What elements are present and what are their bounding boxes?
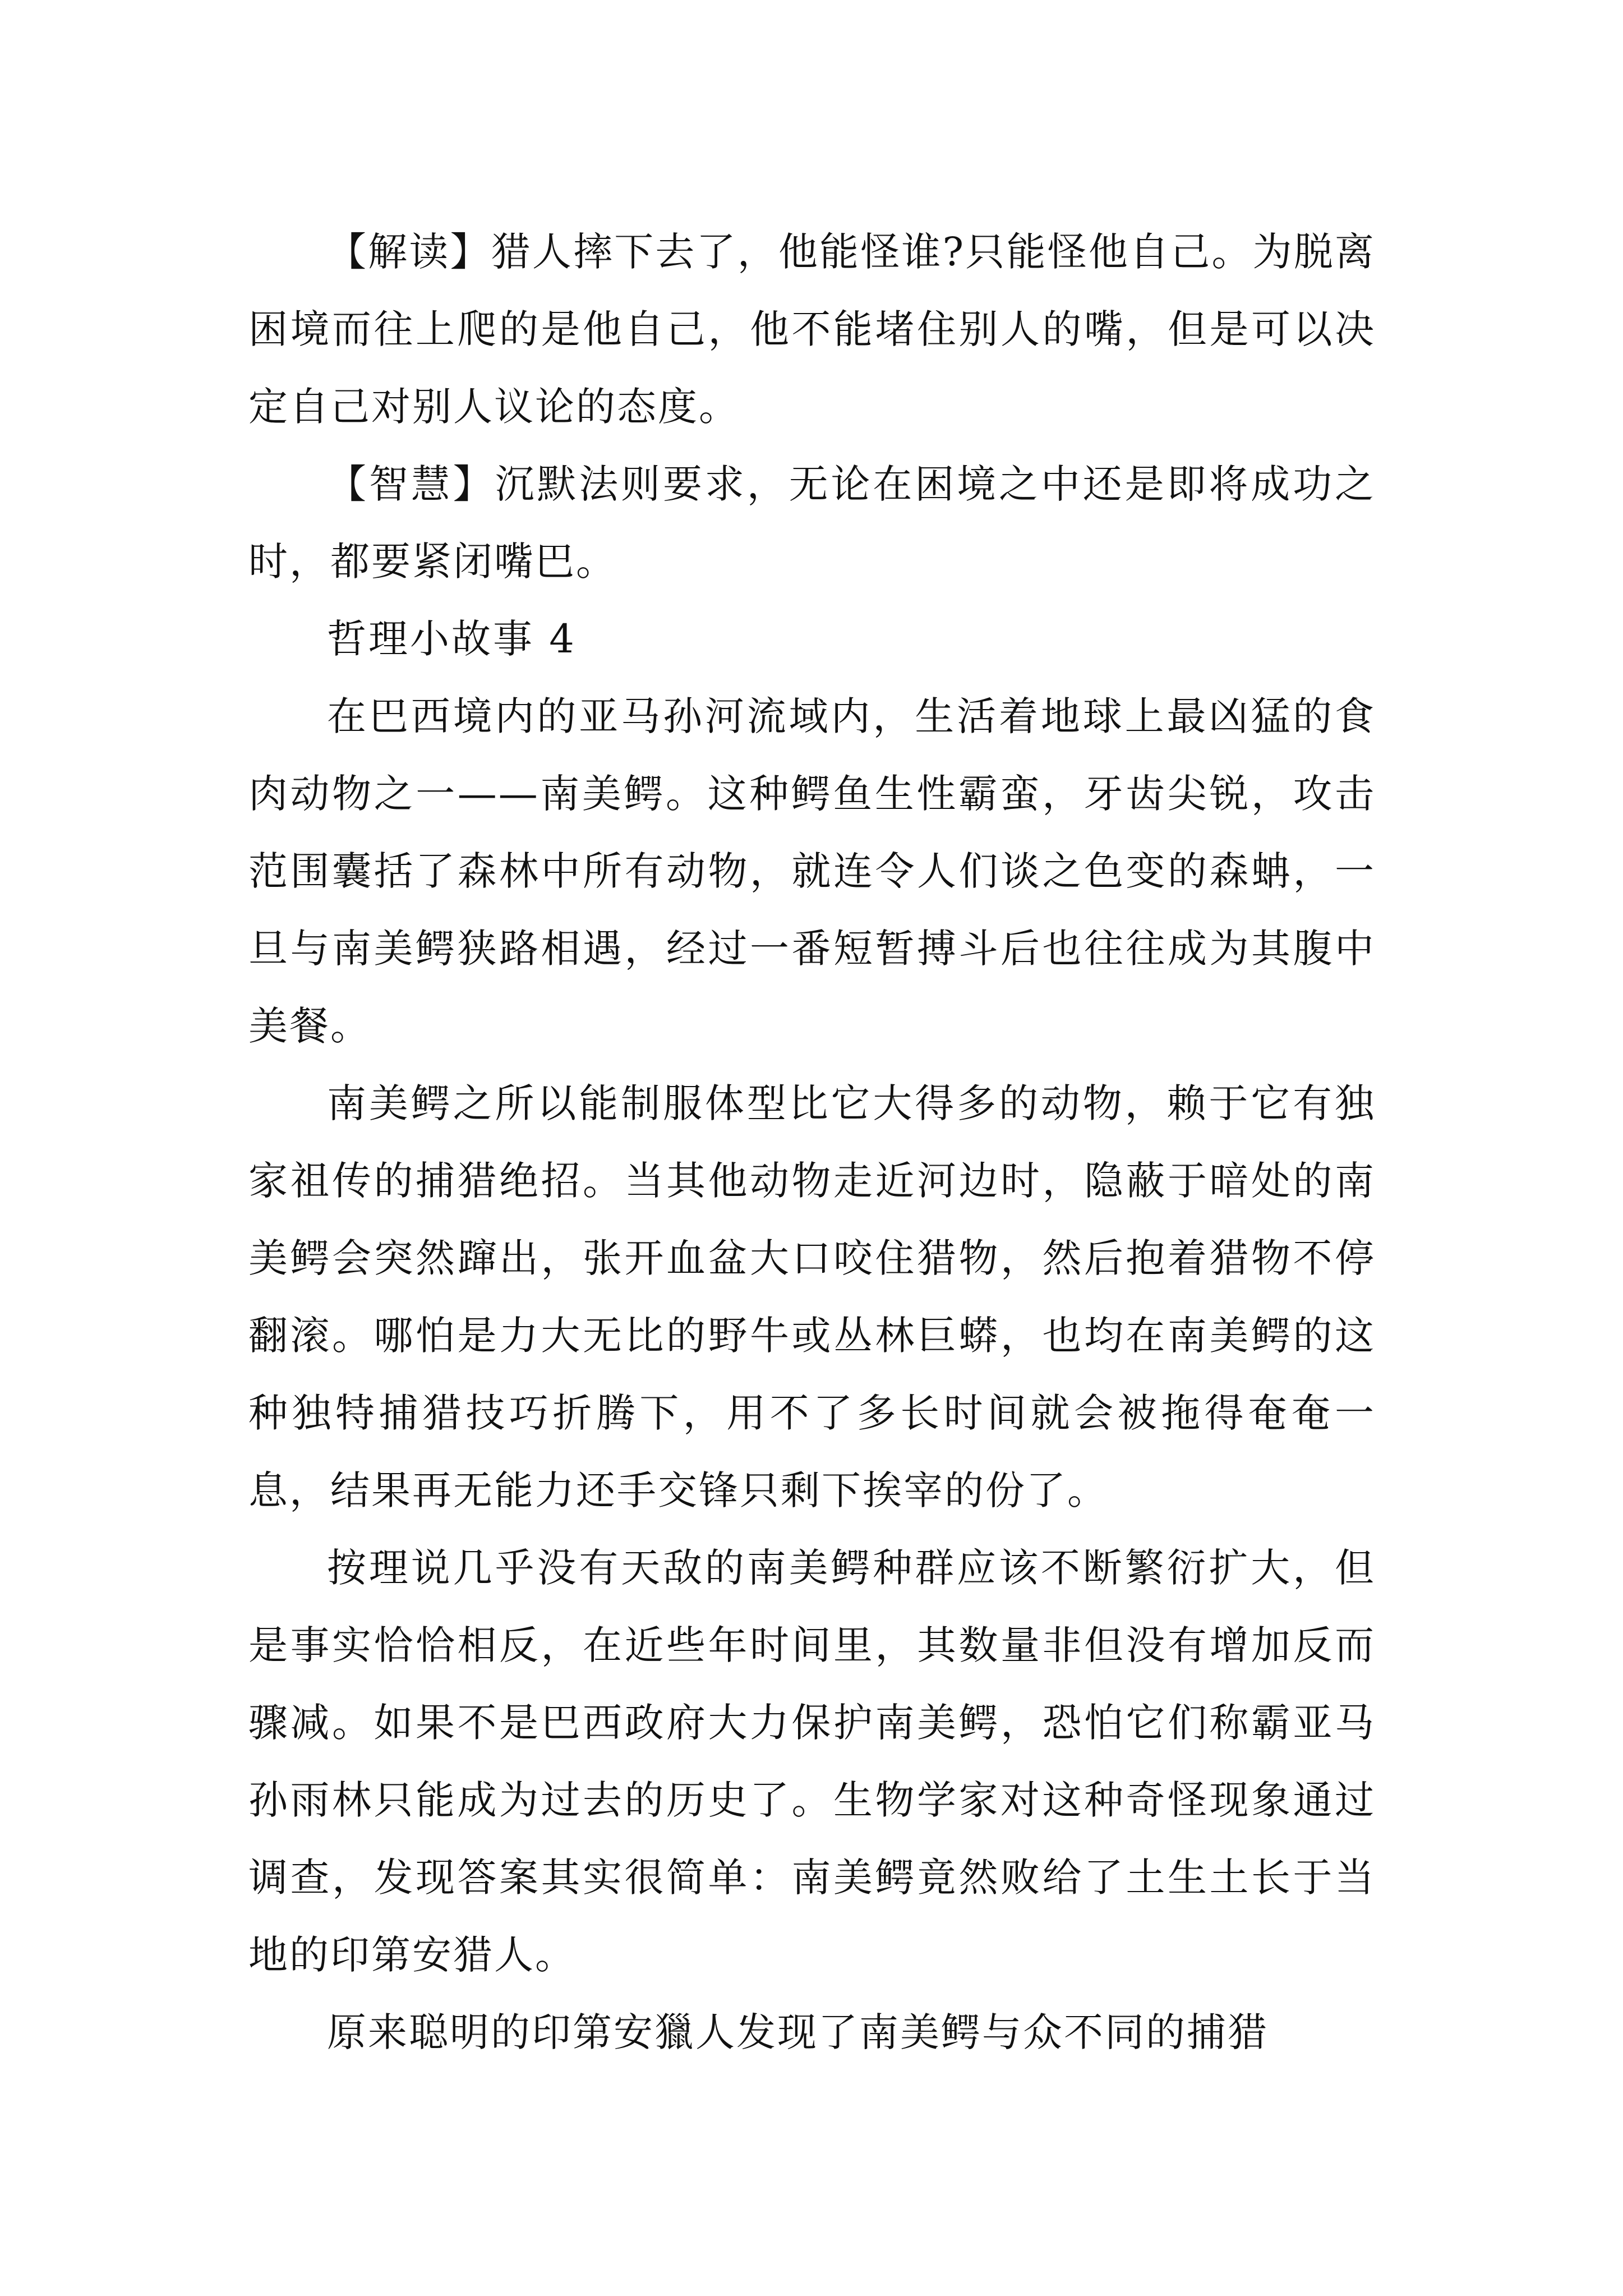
story-paragraph: 南美鳄之所以能制服体型比它大得多的动物，赖于它有独家祖传的捕猎绝招。当其他动物走近河边时，隐蔽于暗处的南美鳄会突然蹿出，张开血盆大口咬住猎物，然后抱着猎物不停翻滚。哪怕是力大无比的野牛或丛林巨蟒，也均在南美鳄的这种独特捕猎技巧折腾下，用不了多长时间就会被拖得奄奄一息，结果再无能力还手交锋只剩下挨宰的份了。 xyxy=(248,1080,1376,1513)
document-body xyxy=(248,213,1376,2071)
story-heading: 哲理小故事 4 xyxy=(327,616,577,662)
interpretation-paragraph: 【解读】猎人摔下去了，他能怪谁?只能怪他自己。为脱离困境而往上爬的是他自己，他不能堵住别人的嘴，但是可以决定自己对别人议论的态度。 xyxy=(248,229,1376,430)
story-paragraph: 在巴西境内的亚马孙河流域内，生活着地球上最凶猛的食肉动物之一——南美鳄。这种鳄鱼生性霸蛮，牙齿尖锐，攻击范围囊括了森林中所有动物，就连令人们谈之色变的森蚺，一旦与南美鳄狭路相遇，经过一番短暂搏斗后也往往成为其腹中美餐。 xyxy=(248,693,1376,1049)
story-paragraph: 原来聪明的印第安獵人发现了南美鳄与众不同的捕猎 xyxy=(327,2009,1269,2055)
story-paragraph: 按理说几乎没有天敌的南美鳄种群应该不断繁衍扩大，但是事实恰恰相反，在近些年时间里，其数量非但没有增加反而骤减。如果不是巴西政府大力保护南美鳄，恐怕它们称霸亚马孙雨林只能成为过去的历史了。生物学家对这种奇怪现象通过调查，发现答案其实很简单：南美鳄竟然败给了土生土长于当地的印第安猎人。 xyxy=(248,1545,1376,1978)
wisdom-paragraph: 【智慧】沉默法则要求，无论在困境之中还是即将成功之时，都要紧闭嘴巴。 xyxy=(248,461,1376,585)
